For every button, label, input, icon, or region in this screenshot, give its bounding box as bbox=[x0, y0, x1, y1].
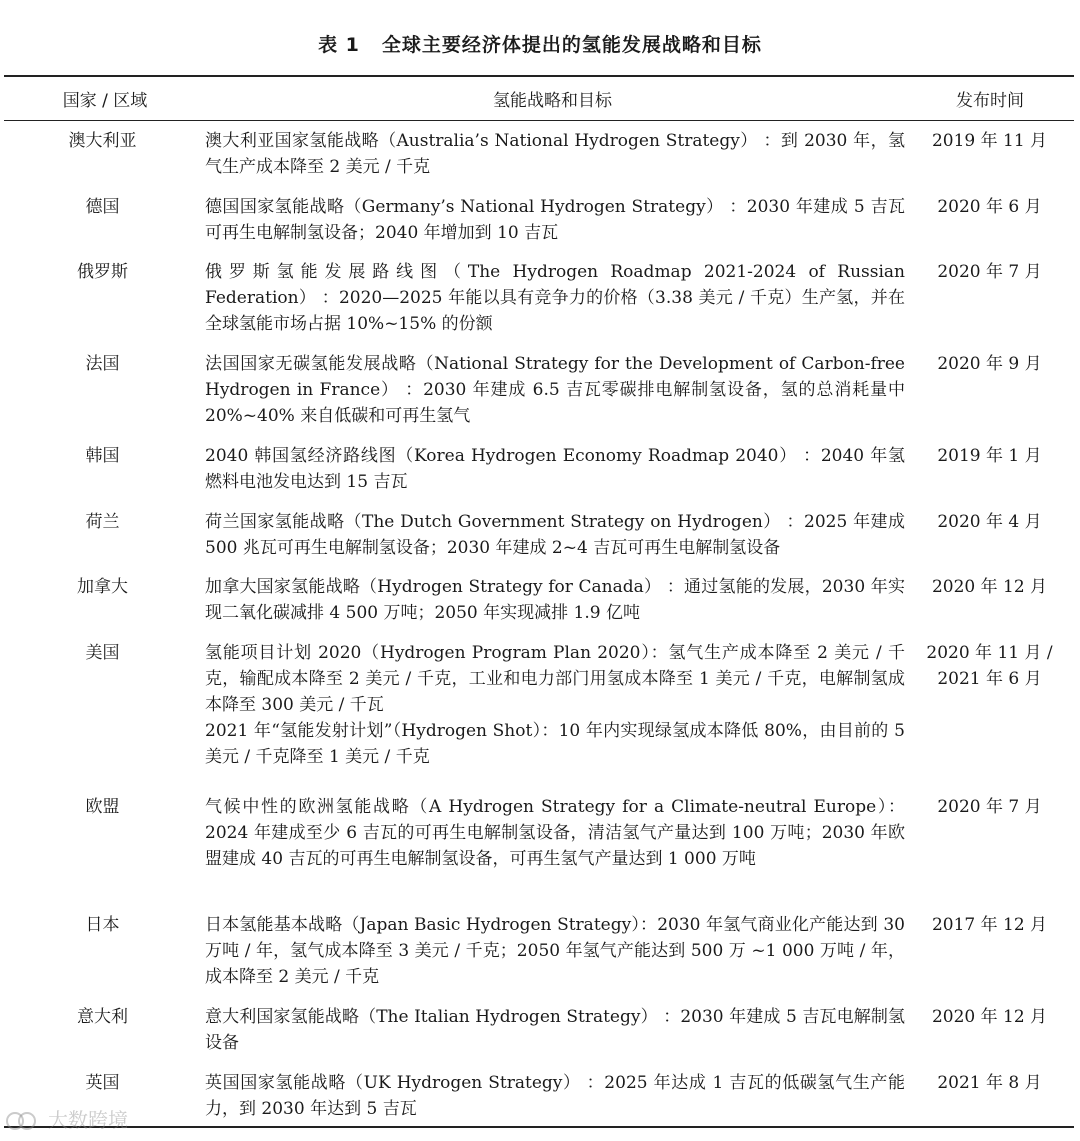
cell-date bbox=[912, 640, 1067, 692]
cell-strategy bbox=[205, 794, 905, 872]
cell-country: 欧盟 bbox=[85, 797, 120, 817]
cell-date bbox=[912, 194, 1067, 220]
date-line: 2020 年 12 月 bbox=[931, 577, 1048, 597]
cell-strategy bbox=[205, 912, 905, 990]
cell-strategy bbox=[205, 640, 905, 770]
table-header bbox=[0, 86, 1080, 112]
cell-date bbox=[912, 1004, 1067, 1030]
strategy-paragraph: 荷兰国家氢能战略（The Dutch Government Strategy on Hydrogen） ：2025 年建成 500 兆瓦可再生电解制氢设备；2030 年建成 2~4 吉瓦可再生电解制氢设备 bbox=[205, 512, 905, 558]
table-title: 全球主要经济体提出的氢能发展战略和目标 bbox=[381, 34, 762, 56]
watermark-logo-icon bbox=[6, 1108, 40, 1130]
table-caption bbox=[0, 30, 1080, 57]
strategy-paragraph: 法国国家无碳氢能发展战略（National Strategy for the Development of Carbon-free Hydrogen in France） ：2030 年建成 6.5 吉瓦零碳排电解制氢设备，氢的总消耗量中 20%~40% 来自低碳和可再生氢气 bbox=[205, 354, 905, 426]
cell-date bbox=[912, 912, 1067, 938]
watermark-text: 大数跨境 bbox=[48, 1108, 128, 1132]
cell-country: 韩国 bbox=[85, 446, 120, 466]
date-line: 2020 年 11 月 / bbox=[926, 643, 1053, 663]
cell-strategy bbox=[205, 259, 905, 337]
cell-strategy bbox=[205, 509, 905, 561]
cell-strategy bbox=[205, 351, 905, 429]
header-date: 发布时间 bbox=[956, 91, 1024, 111]
cell-country: 加拿大 bbox=[77, 577, 128, 597]
table-number: 表 1 bbox=[318, 34, 360, 56]
cell-strategy bbox=[205, 574, 905, 626]
cell-country: 俄罗斯 bbox=[77, 262, 128, 282]
header-country: 国家 / 区域 bbox=[62, 91, 148, 111]
strategy-paragraph: 气候中性的欧洲氢能战略（A Hydrogen Strategy for a Climate-neutral Europe）：2024 年建成至少 6 吉瓦的可再生电解制氢设备，清洁氢气产量达到 100 万吨；2030 年欧盟建成 40 吉瓦的可再生电解制氢设备，可再生氢气产量达到 1 000 万吨 bbox=[205, 797, 905, 869]
cell-date bbox=[912, 443, 1067, 469]
strategy-paragraph: 俄罗斯氢能发展路线图（The Hydrogen Roadmap 2021-2024 of Russian Federation） ：2020—2025 年能以具有竞争力的价格（3.38 美元 / 千克）生产氢，并在全球氢能市场占据 10%~15% 的份额 bbox=[205, 262, 905, 334]
top-rule bbox=[4, 75, 1074, 77]
cell-date bbox=[912, 574, 1067, 600]
cell-country: 美国 bbox=[85, 643, 120, 663]
cell-date bbox=[912, 1070, 1067, 1096]
bottom-rule bbox=[4, 1126, 1074, 1128]
header-strategy: 氢能战略和目标 bbox=[493, 91, 612, 111]
cell-date bbox=[912, 259, 1067, 285]
date-line: 2020 年 4 月 bbox=[937, 512, 1042, 532]
date-line: 2019 年 1 月 bbox=[937, 446, 1042, 466]
date-line: 2019 年 11 月 bbox=[931, 131, 1048, 151]
cell-country: 意大利 bbox=[77, 1007, 128, 1027]
strategy-paragraph: 澳大利亚国家氢能战略（Australia’s National Hydrogen Strategy） ：到 2030 年，氢气生产成本降至 2 美元 / 千克 bbox=[205, 131, 905, 177]
cell-country: 德国 bbox=[85, 197, 120, 217]
strategy-paragraph: 德国国家氢能战略（Germany’s National Hydrogen Strategy） ：2030 年建成 5 吉瓦可再生电解制氢设备；2040 年增加到 10 吉瓦 bbox=[205, 197, 905, 243]
cell-date bbox=[912, 128, 1067, 154]
cell-strategy bbox=[205, 443, 905, 495]
date-line: 2021 年 6 月 bbox=[937, 669, 1042, 689]
date-line: 2021 年 8 月 bbox=[937, 1073, 1042, 1093]
strategy-paragraph: 氢能项目计划 2020（Hydrogen Program Plan 2020）：氢气生产成本降至 2 美元 / 千克，输配成本降至 2 美元 / 千克，工业和电力部门用氢成本降至 1 美元 / 千克，电解制氢成本降至 300 美元 / 千瓦 bbox=[205, 643, 905, 715]
date-line: 2020 年 9 月 bbox=[937, 354, 1042, 374]
strategy-paragraph: 日本氢能基本战略（Japan Basic Hydrogen Strategy）：2030 年氢气商业化产能达到 30 万吨 / 年，氢气成本降至 3 美元 / 千克；2050 年氢气产能达到 500 万 ~1 000 万吨 / 年，成本降至 2 美元 / 千克 bbox=[205, 915, 905, 987]
strategy-paragraph: 加拿大国家氢能战略（Hydrogen Strategy for Canada） ：通过氢能的发展，2030 年实现二氧化碳减排 4 500 万吨；2050 年实现减排 1.9 亿吨 bbox=[205, 577, 905, 623]
date-line: 2017 年 12 月 bbox=[931, 915, 1048, 935]
header-rule bbox=[4, 120, 1074, 121]
cell-country: 澳大利亚 bbox=[68, 131, 137, 151]
cell-strategy bbox=[205, 128, 905, 180]
cell-country: 英国 bbox=[85, 1073, 120, 1093]
cell-date bbox=[912, 794, 1067, 820]
date-line: 2020 年 6 月 bbox=[937, 197, 1042, 217]
cell-country: 荷兰 bbox=[85, 512, 120, 532]
cell-strategy bbox=[205, 1070, 905, 1122]
cell-strategy bbox=[205, 194, 905, 246]
cell-date bbox=[912, 351, 1067, 377]
strategy-paragraph: 2040 韩国氢经济路线图（Korea Hydrogen Economy Roadmap 2040） ：2040 年氢燃料电池发电达到 15 吉瓦 bbox=[205, 446, 905, 492]
watermark bbox=[6, 1104, 128, 1133]
strategy-paragraph: 意大利国家氢能战略（The Italian Hydrogen Strategy） ：2030 年建成 5 吉瓦电解制氢设备 bbox=[205, 1007, 905, 1053]
cell-strategy bbox=[205, 1004, 905, 1056]
strategy-paragraph: 英国国家氢能战略（UK Hydrogen Strategy） ：2025 年达成 1 吉瓦的低碳氢气生产能力，到 2030 年达到 5 吉瓦 bbox=[205, 1073, 905, 1119]
date-line: 2020 年 7 月 bbox=[937, 797, 1042, 817]
cell-country: 日本 bbox=[85, 915, 120, 935]
cell-date bbox=[912, 509, 1067, 535]
date-line: 2020 年 7 月 bbox=[937, 262, 1042, 282]
date-line: 2020 年 12 月 bbox=[931, 1007, 1048, 1027]
cell-country: 法国 bbox=[85, 354, 120, 374]
strategy-paragraph: 2021 年“氢能发射计划”（Hydrogen Shot）：10 年内实现绿氢成本降低 80%，由目前的 5 美元 / 千克降至 1 美元 / 千克 bbox=[205, 721, 905, 767]
